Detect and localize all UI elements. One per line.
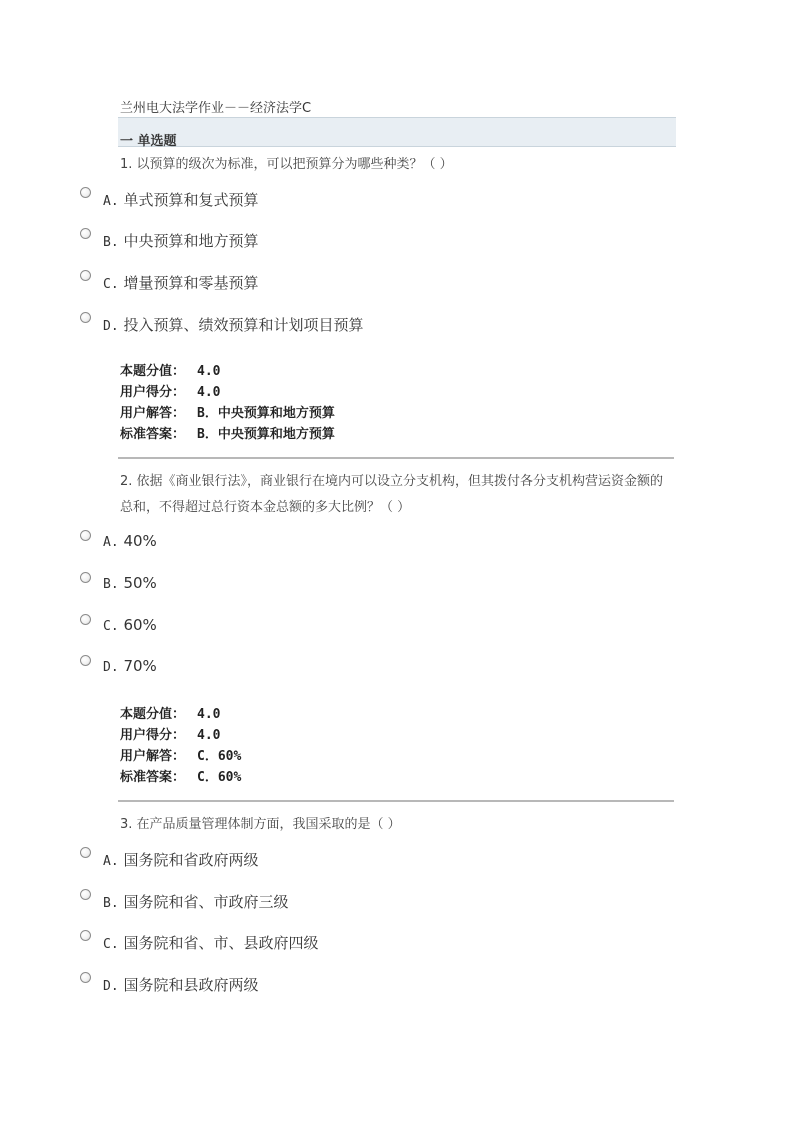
radio-button[interactable]: [80, 930, 91, 941]
document-title: 兰州电大法学作业－－经济法学C: [120, 101, 312, 116]
option-label: 40%: [123, 532, 157, 550]
radio-button[interactable]: [80, 889, 91, 900]
option-letter: C.: [103, 937, 119, 952]
question-2-option-c[interactable]: [80, 614, 157, 636]
standard-answer-value: B．中央预算和地方预算: [197, 427, 335, 442]
user-answer-value: B．中央预算和地方预算: [197, 406, 335, 421]
option-label: 中央预算和地方预算: [123, 232, 259, 250]
question-2-score-block: [120, 704, 241, 788]
question-divider: [118, 800, 674, 802]
radio-button[interactable]: [80, 655, 91, 666]
radio-button[interactable]: [80, 270, 91, 281]
user-answer-label: 用户解答：: [120, 749, 186, 764]
score-value: 4.0: [197, 364, 221, 379]
option-letter: D.: [103, 660, 119, 675]
question-2-option-a[interactable]: [80, 530, 157, 552]
radio-button[interactable]: [80, 572, 91, 583]
radio-button[interactable]: [80, 312, 91, 323]
option-letter: D.: [103, 979, 119, 994]
option-label: 50%: [123, 574, 157, 592]
question-3-option-b[interactable]: [80, 889, 288, 911]
radio-button[interactable]: [80, 530, 91, 541]
radio-button[interactable]: [80, 847, 91, 858]
option-letter: A.: [103, 535, 119, 550]
question-2-option-b[interactable]: [80, 572, 157, 594]
question-1-option-b[interactable]: [80, 228, 258, 250]
option-label: 70%: [123, 657, 157, 675]
score-label: 本题分值：: [120, 364, 186, 379]
question-1-option-c[interactable]: [80, 270, 258, 292]
section-title: 一 单选题: [120, 134, 177, 149]
score-value: 4.0: [197, 707, 221, 722]
section-header: [118, 117, 676, 147]
option-label: 单式预算和复式预算: [123, 191, 259, 209]
option-letter: C.: [103, 619, 119, 634]
radio-button[interactable]: [80, 228, 91, 239]
user-score-value: 4.0: [197, 728, 221, 743]
user-answer-value: C．60%: [197, 749, 242, 764]
question-1-text: 1. 以预算的级次为标准，可以把预算分为哪些种类？（ ）: [120, 157, 453, 172]
radio-button[interactable]: [80, 972, 91, 983]
question-3-text: 3. 在产品质量管理体制方面，我国采取的是（ ）: [120, 817, 401, 832]
question-1-score-block: [120, 361, 335, 445]
standard-answer-label: 标准答案：: [120, 427, 186, 442]
option-letter: B.: [103, 235, 119, 250]
option-label: 投入预算、绩效预算和计划项目预算: [123, 316, 364, 334]
standard-answer-value: C．60%: [197, 770, 242, 785]
user-score-label: 用户得分：: [120, 385, 186, 400]
question-2-text: 2. 依据《商业银行法》，商业银行在境内可以设立分支机构，但其拨付各分支机构营运资金额的总和，不得超过总行资本金总额的多大比例？（ ）: [120, 474, 664, 515]
radio-button[interactable]: [80, 187, 91, 198]
standard-answer-label: 标准答案：: [120, 770, 186, 785]
user-score-value: 4.0: [197, 385, 221, 400]
option-label: 国务院和省、市政府三级: [123, 893, 289, 911]
option-label: 增量预算和零基预算: [123, 274, 259, 292]
user-score-label: 用户得分：: [120, 728, 186, 743]
option-letter: B.: [103, 896, 119, 911]
option-label: 国务院和省、市、县政府四级: [123, 934, 319, 952]
option-letter: A.: [103, 854, 119, 869]
question-divider: [118, 457, 674, 459]
question-1-option-d[interactable]: [80, 312, 363, 334]
option-letter: D.: [103, 319, 119, 334]
radio-button[interactable]: [80, 614, 91, 625]
question-3-option-c[interactable]: [80, 930, 318, 952]
option-letter: A.: [103, 194, 119, 209]
user-answer-label: 用户解答：: [120, 406, 186, 421]
option-label: 国务院和省政府两级: [123, 851, 259, 869]
option-label: 国务院和县政府两级: [123, 976, 259, 994]
option-letter: B.: [103, 577, 119, 592]
question-3-option-d[interactable]: [80, 972, 258, 994]
option-letter: C.: [103, 277, 119, 292]
option-label: 60%: [123, 616, 157, 634]
question-1-option-a[interactable]: [80, 187, 258, 209]
question-3-option-a[interactable]: [80, 847, 258, 869]
question-2-option-d[interactable]: [80, 655, 157, 677]
score-label: 本题分值：: [120, 707, 186, 722]
